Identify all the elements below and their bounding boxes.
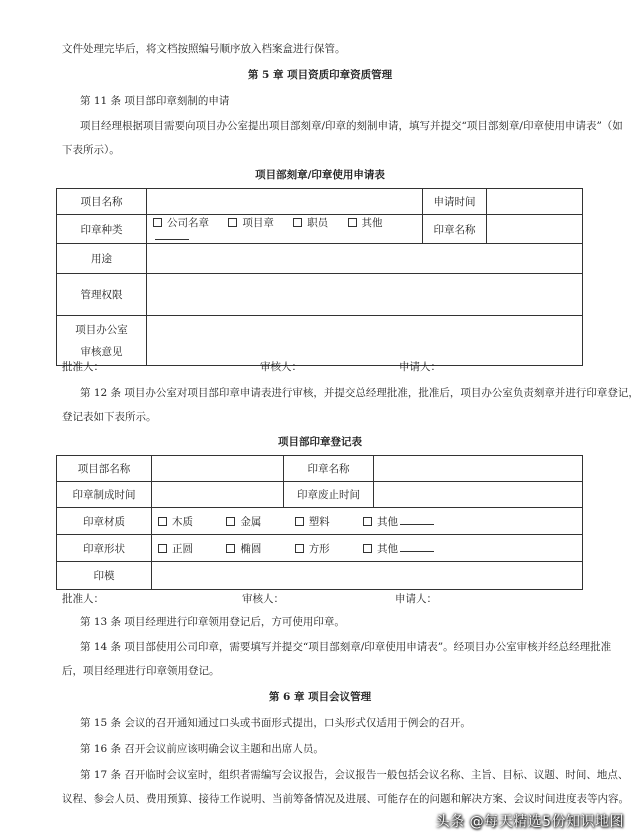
table1-reviewer: 审核人： — [260, 361, 302, 373]
value-void-time[interactable] — [374, 482, 583, 508]
checkbox-icon[interactable] — [363, 517, 372, 526]
article-15: 第 15 条 会议的召开通知通过口头或书面形式提出，口头形式仅适用于例会的召开。 — [80, 717, 471, 729]
label-office-line1: 项目办公室 — [75, 323, 128, 336]
checkbox-icon[interactable] — [348, 218, 357, 227]
option-material-other: 其他 — [377, 515, 399, 528]
value-office-review[interactable] — [147, 316, 583, 366]
article-11-text-line1: 项目经理根据项目需要向项目办公室提出项目部刻章/印章的刻制申请，填写并提交“项目部刻章/印章使用申请表”（如 — [80, 120, 623, 132]
option-circle: 正圆 — [172, 542, 193, 555]
value-apply-time[interactable] — [487, 189, 583, 215]
checkbox-icon[interactable] — [153, 218, 162, 227]
checkbox-icon[interactable] — [158, 544, 167, 553]
value-made-time[interactable] — [152, 482, 284, 508]
table1-caption: 项目部刻章/印章使用申请表 — [255, 169, 385, 181]
checkbox-icon[interactable] — [293, 218, 302, 227]
checkbox-icon[interactable] — [363, 544, 372, 553]
article-12-text-line1: 第 12 条 项目办公室对项目部印章申请表进行审核，并提交总经理批准，批准后，项目办公室负责刻章并进行印章登记， — [80, 387, 639, 399]
option-staff: 职员 — [307, 217, 329, 229]
article-13: 第 13 条 项目经理进行印章领用登记后，方可使用印章。 — [80, 616, 345, 628]
value-usage[interactable] — [147, 244, 583, 274]
label-made-time: 印章制成时间 — [57, 482, 152, 508]
table2-caption: 项目部印章登记表 — [278, 436, 362, 448]
article-14-text-line2: 后，项目经理进行印章领用登记。 — [62, 665, 220, 677]
table2-approver: 批准人： — [62, 593, 104, 605]
fill-in-line[interactable] — [400, 515, 434, 525]
article-12-text-line2: 登记表如下表所示。 — [62, 411, 157, 423]
material-options — [152, 508, 583, 535]
article-11-title: 第 11 条 项目部印章刻制的申请 — [80, 95, 230, 107]
article-11-text-line2: 下表所示）。 — [62, 144, 120, 156]
article-17-text-line1: 第 17 条 召开临时会议室时，组织者需编写会议报告，会议报告一般包括会议名称、主旨、目标、议题、时间、地点、 — [80, 769, 629, 781]
value-seal-name[interactable] — [487, 215, 583, 244]
label-dept-name: 项目部名称 — [57, 456, 152, 482]
label-mold: 印模 — [57, 562, 152, 590]
checkbox-icon[interactable] — [295, 517, 304, 526]
option-plastic: 塑料 — [308, 515, 330, 528]
checkbox-icon[interactable] — [228, 218, 237, 227]
chapter-6-heading: 第 6 章 项目会议管理 — [268, 691, 372, 703]
option-company-seal: 公司名章 — [167, 217, 209, 229]
label-void-time: 印章废止时间 — [284, 482, 374, 508]
option-square: 方形 — [308, 542, 330, 555]
label-authority: 管理权限 — [57, 274, 147, 316]
option-metal: 金属 — [240, 515, 262, 528]
option-other: 其他 — [361, 217, 383, 229]
label-shape: 印章形状 — [57, 535, 152, 562]
shape-options — [152, 535, 583, 562]
label-apply-time: 申请时间 — [423, 189, 487, 215]
checkbox-icon[interactable] — [226, 517, 235, 526]
chapter-5-heading: 第 5 章 项目资质印章资质管理 — [247, 69, 393, 81]
article-14-text-line1: 第 14 条 项目部使用公司印章，需要填写并提交“项目部刻章/印章使用申请表”。经项目办公室审核并经总经理批准 — [80, 641, 612, 653]
fill-in-line[interactable] — [155, 230, 189, 240]
article-16: 第 16 条 召开会议前应该明确会议主题和出席人员。 — [80, 743, 324, 755]
label-seal-type: 印章种类 — [57, 215, 147, 244]
option-shape-other: 其他 — [377, 542, 399, 555]
label-project-name: 项目名称 — [57, 189, 147, 215]
watermark: 头条 @每天精选5份知识地图 — [435, 814, 624, 830]
paragraph-filing: 文件处理完毕后，将文档按照编号顺序放入档案盒进行保管。 — [62, 43, 346, 55]
value-registry-seal-name[interactable] — [374, 456, 583, 482]
checkbox-icon[interactable] — [226, 544, 235, 553]
table1-applicant: 申请人： — [399, 361, 441, 373]
seal-application-table — [56, 188, 583, 366]
fill-in-line[interactable] — [400, 542, 434, 552]
value-dept-name[interactable] — [152, 456, 284, 482]
option-project-seal: 项目章 — [242, 217, 274, 229]
seal-registry-table — [56, 455, 583, 590]
checkbox-icon[interactable] — [295, 544, 304, 553]
value-authority[interactable] — [147, 274, 583, 316]
label-seal-name: 印章名称 — [423, 215, 487, 244]
option-ellipse: 椭圆 — [240, 542, 262, 555]
table2-applicant: 申请人： — [395, 593, 437, 605]
table1-approver: 批准人： — [62, 361, 104, 373]
checkbox-icon[interactable] — [158, 517, 167, 526]
label-office-line2: 审核意见 — [80, 345, 123, 358]
option-wood: 木质 — [172, 515, 193, 528]
article-17-text-line2: 议程、参会人员、费用预算、接待工作说明、当前筹备情况及进展、可能存在的问题和解决方案、会议时间进度表等内容。 — [62, 793, 629, 805]
label-material: 印章材质 — [57, 508, 152, 535]
label-usage: 用途 — [57, 244, 147, 274]
label-registry-seal-name: 印章名称 — [284, 456, 374, 482]
seal-type-options — [147, 215, 423, 244]
label-office-review — [57, 316, 147, 366]
table2-reviewer: 审核人： — [242, 593, 284, 605]
value-mold[interactable] — [152, 562, 583, 590]
value-project-name[interactable] — [147, 189, 423, 215]
